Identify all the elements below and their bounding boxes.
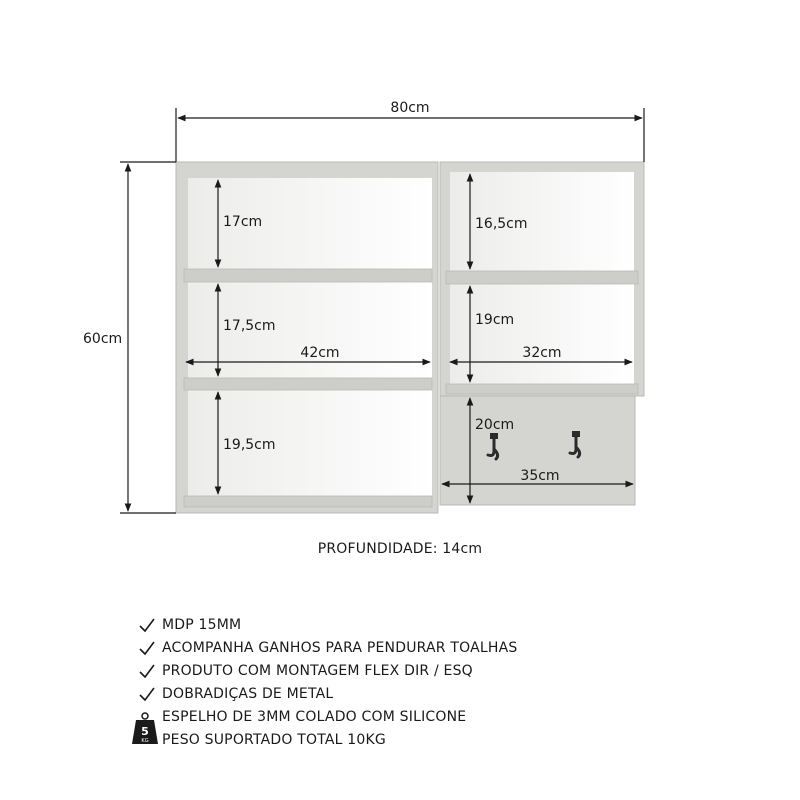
check-icon [138,660,156,683]
left-inner-width-label: 42cm [300,345,340,361]
feature-item [138,637,778,660]
hook-panel-board [440,396,635,505]
weight-icon [125,710,285,750]
left-cabinet [176,162,438,513]
left-shelf-1-label: 17cm [223,214,263,230]
left-shelf-2 [184,378,432,390]
feature-item [138,683,778,706]
check-icon [138,683,156,706]
check-icon [138,637,156,660]
feature-text: DOBRADIÇAS DE METAL [162,686,334,702]
check-icon [138,614,156,637]
hook-panel [440,396,635,505]
feature-item [138,660,778,683]
right-shelf-2-label: 19cm [475,312,515,328]
weight-value: 5 [141,725,149,738]
feature-text: MDP 15MM [162,617,242,633]
total-height-label: 60cm [83,331,123,347]
right-bottom [446,384,638,394]
right-shelf-1 [446,271,638,284]
feature-text: ACOMPANHA GANHOS PARA PENDURAR TOALHAS [162,640,518,656]
total-width-label: 80cm [390,100,430,116]
weight-unit: KG [141,738,149,744]
right-inner-width-label: 32cm [522,345,562,361]
feature-text: PRODUTO COM MONTAGEM FLEX DIR / ESQ [162,663,473,679]
feature-text: PESO SUPORTADO TOTAL 10KG [162,732,386,748]
left-shelf-2-label: 17,5cm [223,318,276,334]
hook-panel-height-label: 20cm [475,417,515,433]
hook-panel-width-label: 35cm [520,468,560,484]
feature-text: ESPELHO DE 3MM COLADO COM SILICONE [162,709,467,725]
right-shelf-1-label: 16,5cm [475,216,528,232]
depth-label: PROFUNDIDADE: 14cm [317,541,483,557]
left-shelf-3-label: 19,5cm [223,437,276,453]
feature-item [138,614,778,637]
left-shelf-1 [184,269,432,282]
right-compartment-2 [450,284,634,384]
left-bottom [184,496,432,507]
